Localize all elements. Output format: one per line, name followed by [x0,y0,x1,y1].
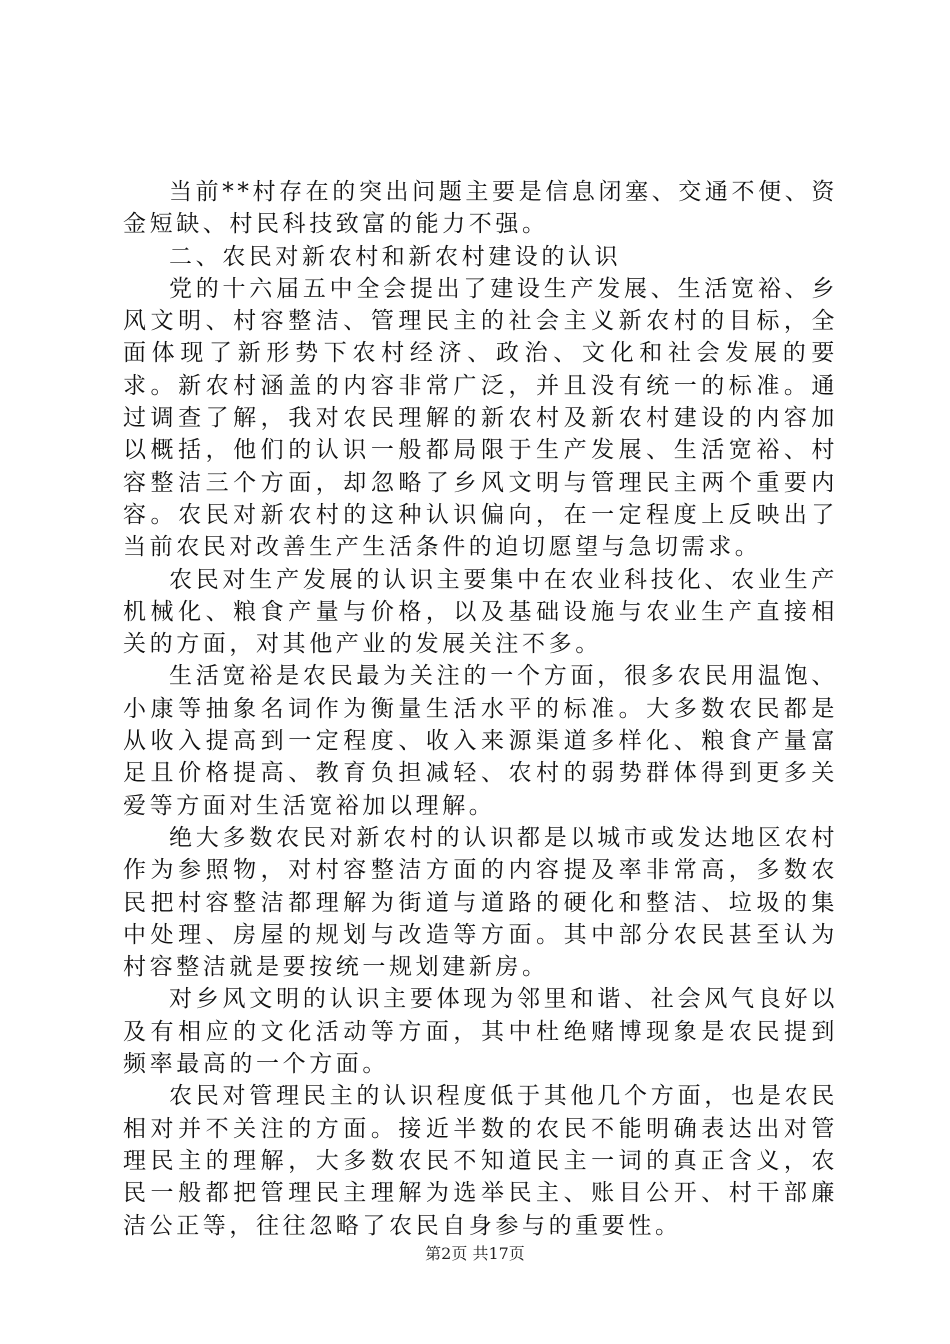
paragraph-production: 农民对生产发展的认识主要集中在农业科技化、农业生产机械化、粮食产量与价格，以及基础设施与农业生产直接相关的方面，对其他产业的发展关注不多。 [123,566,838,658]
paragraph-village-appearance: 绝大多数农民对新农村的认识都是以城市或发达地区农村作为参照物，对村容整洁方面的内容提及率非常高，多数农民把村容整洁都理解为街道与道路的硬化和整洁、垃圾的集中处理、房屋的规划与改造等方面。其中部分农民甚至认为村容整洁就是要按统一规划建新房。 [123,824,838,981]
paragraph-civility: 对乡风文明的认识主要体现为邻里和谐、社会风气良好以及有相应的文化活动等方面，其中杜绝赌博现象是农民提到频率最高的一个方面。 [123,986,838,1078]
page-footer [0,1244,950,1264]
paragraph-living: 生活宽裕是农民最为关注的一个方面，很多农民用温饱、小康等抽象名词作为衡量生活水平的标准。大多数农民都是从收入提高到一定程度、收入来源渠道多样化、粮食产量富足且价格提高、教育负担减轻、农村的弱势群体得到更多关爱等方面对生活宽裕加以理解。 [123,663,838,819]
paragraph-democracy: 农民对管理民主的认识程度低于其他几个方面，也是农民相对并不关注的方面。接近半数的农民不能明确表达出对管理民主的理解，大多数农民不知道民主一词的真正含义，农民一般都把管理民主理解为选举民主、账目公开、村干部廉洁公正等，往往忽略了农民自身参与的重要性。 [123,1083,838,1239]
paragraph-party-goals: 党的十六届五中全会提出了建设生产发展、生活宽裕、乡风文明、村容整洁、管理民主的社会主义新农村的目标，全面体现了新形势下农村经济、政治、文化和社会发展的要求。新农村涵盖的内容非常广泛，并且没有统一的标准。通过调查了解，我对农民理解的新农村及新农村建设的内容加以概括，他们的认识一般都局限于生产发展、生活宽裕、村容整洁三个方面，却忽略了乡风文明与管理民主两个重要内容。农民对新农村的这种认识偏向，在一定程度上反映出了当前农民对改善生产生活条件的迫切愿望与急切需求。 [123,275,838,561]
section-heading: 二、农民对新农村和新农村建设的认识 [169,243,622,270]
document-body [123,176,838,1242]
paragraph-problems: 当前**村存在的突出问题主要是信息闭塞、交通不便、资金短缺、村民科技致富的能力不强。 [123,179,838,238]
page-number: 第2页 共17页 [425,1244,525,1263]
